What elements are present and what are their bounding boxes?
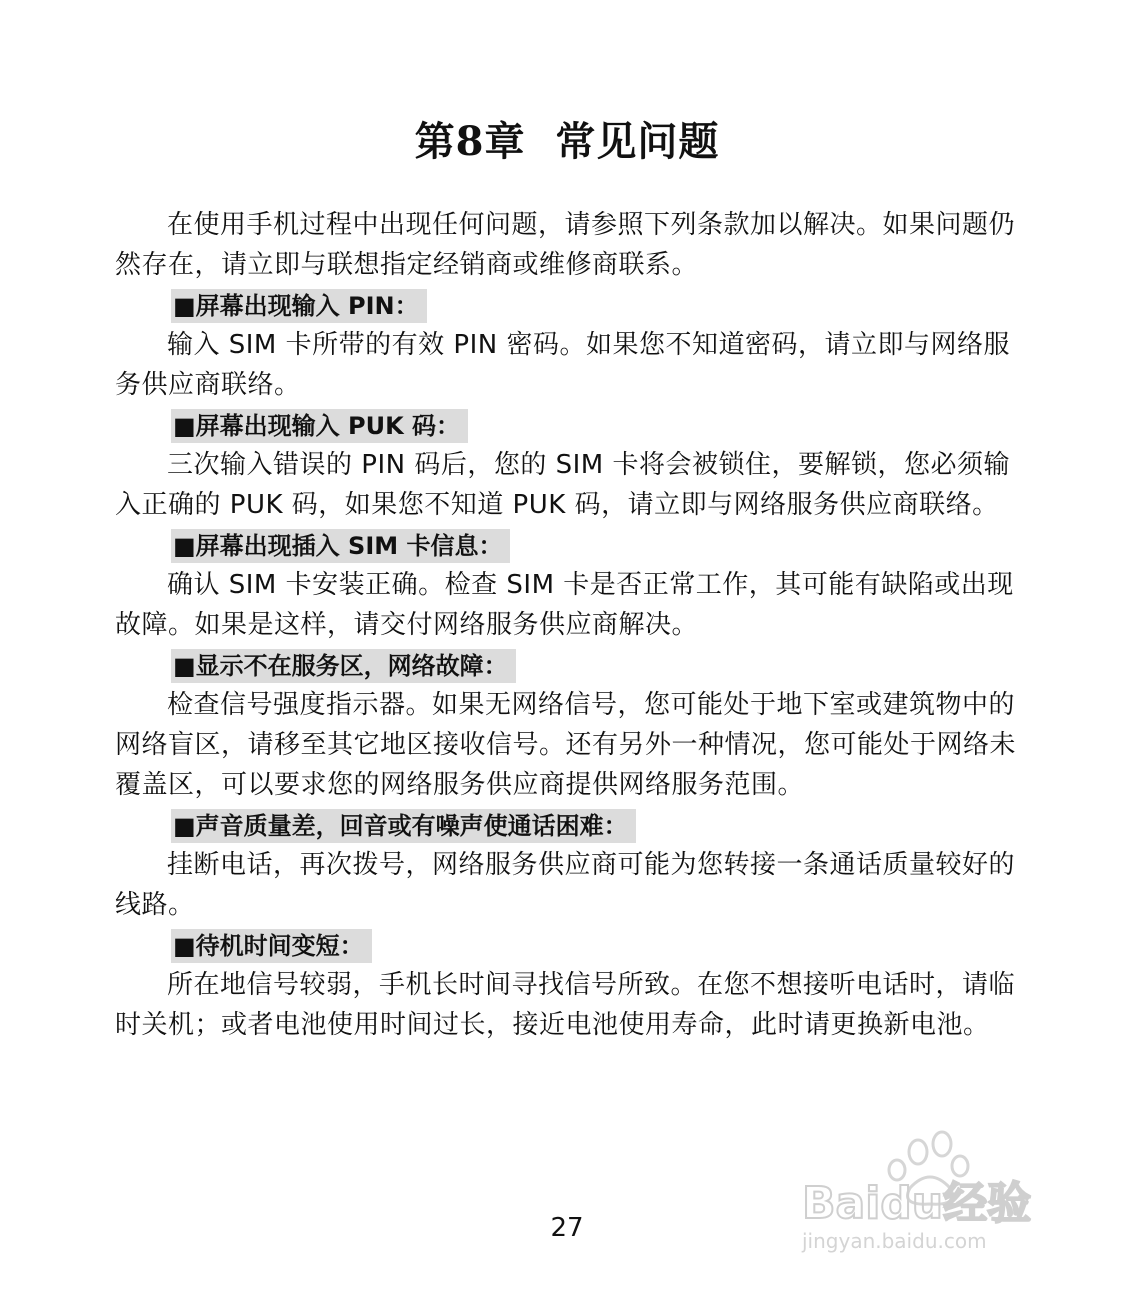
faq-heading-label: ■屏幕出现插入 SIM 卡信息： — [171, 529, 510, 563]
faq-heading-insert-sim — [115, 525, 1025, 565]
faq-answer-standby-time: 所在地信号较弱，手机长时间寻找信号所致。在您不想接听电话时，请临时关机；或者电池使用时间过长，接近电池使用寿命，此时请更换新电池。 — [115, 970, 1016, 1040]
faq-content — [115, 205, 1025, 1045]
faq-answer-no-service: 检查信号强度指示器。如果无网络信号，您可能处于地下室或建筑物中的网络盲区，请移至其它地区接收信号。还有另外一种情况，您可能处于网络未覆盖区，可以要求您的网络服务供应商提供网络服务范围。 — [115, 690, 1017, 800]
chapter-title: 第8章 常见问题 — [414, 118, 720, 165]
faq-heading-label: ■显示不在服务区，网络故障： — [171, 649, 516, 683]
watermark-url: jingyan.baidu.com — [802, 1229, 987, 1253]
faq-heading-label: ■屏幕出现输入 PUK 码： — [171, 409, 468, 443]
faq-heading-standby-time — [115, 925, 1025, 965]
faq-heading-label: ■屏幕出现输入 PIN： — [171, 289, 427, 323]
faq-answer-pin: 输入 SIM 卡所带的有效 PIN 密码。如果您不知道密码，请立即与网络服务供应商联络。 — [115, 330, 1010, 400]
watermark-brand: Baidu经验 — [802, 1178, 1032, 1229]
faq-heading-audio-quality — [115, 805, 1025, 845]
faq-heading-label: ■待机时间变短： — [171, 929, 372, 963]
faq-heading-label: ■声音质量差，回音或有噪声使通话困难： — [171, 809, 636, 843]
page-number: 27 — [550, 1213, 584, 1243]
baidu-jingyan-watermark — [800, 1130, 1070, 1260]
faq-answer-puk: 三次输入错误的 PIN 码后，您的 SIM 卡将会被锁住，要解锁，您必须输入正确的 PUK 码，如果您不知道 PUK 码，请立即与网络服务供应商联络。 — [115, 450, 1010, 520]
faq-answer-audio-quality: 挂断电话，再次拨号，网络服务供应商可能为您转接一条通话质量较好的线路。 — [115, 850, 1016, 920]
faq-heading-no-service — [115, 645, 1025, 685]
faq-heading-pin — [115, 285, 1025, 325]
faq-heading-puk — [115, 405, 1025, 445]
intro-paragraph: 在使用手机过程中出现任何问题，请参照下列条款加以解决。如果问题仍然存在，请立即与联想指定经销商或维修商联系。 — [115, 210, 1016, 280]
faq-answer-insert-sim: 确认 SIM 卡安装正确。检查 SIM 卡是否正常工作，其可能有缺陷或出现故障。如果是这样，请交付网络服务供应商解决。 — [115, 570, 1014, 640]
